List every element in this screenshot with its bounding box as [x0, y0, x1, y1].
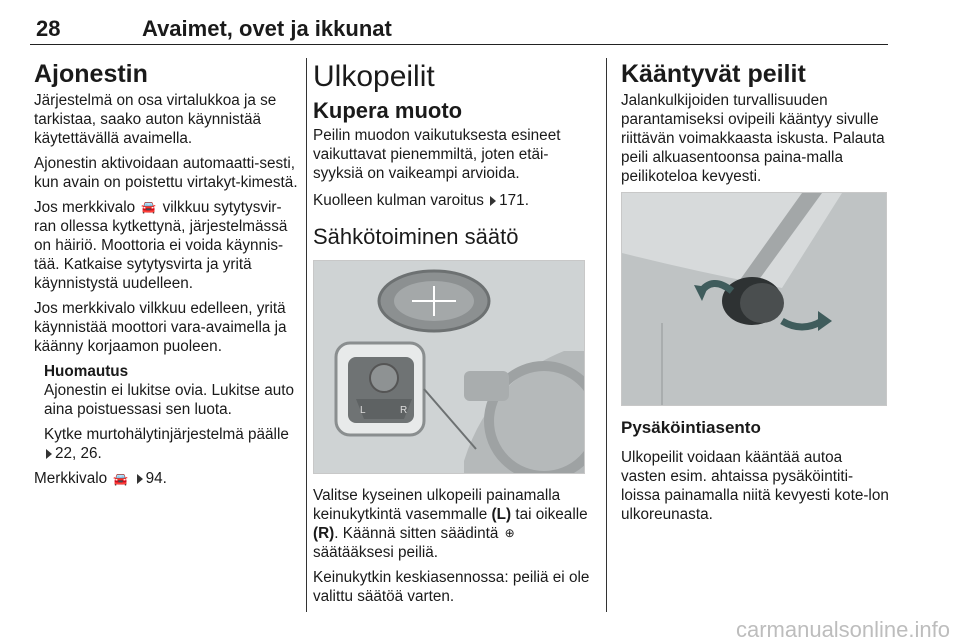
text: . Käännä sitten säädintä [334, 525, 499, 542]
immobiliser-indicator-icon: 🚘 [141, 200, 157, 215]
note-text [44, 425, 300, 463]
paragraph: Ulkopeilit voidaan kääntää autoa vasten esim. ahtaissa pysäköintiti-loissa painamalla niitä kevyesti kote-lon ulkoreunasta. [621, 449, 889, 523]
folding-mirror-drawing [622, 193, 886, 405]
text: säätääksesi peiliä. [313, 544, 438, 562]
reference-arrow-icon [137, 474, 143, 484]
subsection-heading: Kupera muoto [313, 98, 463, 123]
text: Jos merkkivalo [34, 199, 136, 216]
text: vilkkuu sytytysvir-ran ollessa kytkettynä, järjestelmässä on häiriö. Moottoria ei voida käynnis-tää. Katkaise sytytysvirta ja yritä käynnistystä uudelleen. [34, 199, 288, 293]
paragraph: Peilin muodon vaikutuksesta esineet vaikuttavat pienemmiltä, joten etäi-syyksiä on vaikeampi arvioida. [313, 127, 561, 182]
text: Kytke murtohälytinjärjestelmä päälle [44, 426, 289, 444]
text: Kuolleen kulman varoitus [313, 192, 484, 209]
mirror-switch-illustration [313, 260, 585, 474]
section-heading: Ajonestin [34, 60, 148, 88]
text: Merkkivalo [34, 470, 108, 488]
caption [313, 486, 593, 562]
right-label: (R) [313, 525, 335, 542]
svg-text:R: R [400, 405, 408, 416]
note-title: Huomautus [44, 363, 129, 381]
text: tai oikealle [515, 506, 588, 523]
mirror-adjust-icon: ⊕ [504, 526, 515, 541]
column-divider [306, 58, 307, 612]
section-heading: Kääntyvät peilit [621, 60, 806, 88]
paragraph: Keinukytkin keskiasennossa: peiliä ei ole valittu säätöä varten. [313, 569, 590, 606]
page-header [30, 10, 888, 45]
paragraph: Jalankulkijoiden turvallisuuden parantamiseksi ovipeili kääntyy sivulle riittävän voimakkaasta iskusta. Palauta peili alkuasentoonsa paina-malla peilikoteloa kevyesti. [621, 92, 885, 185]
immobiliser-indicator-icon: 🚘 [113, 471, 129, 486]
note-text: Ajonestin ei lukitse ovia. Lukitse auto aina poistuessasi sen luota. [44, 382, 294, 419]
watermark: carmanualsonline.info [735, 617, 950, 642]
column-divider [606, 58, 607, 612]
text: Valitse kyseinen ulkopeili painamalla keinukytkintä vasemmalle [313, 487, 561, 523]
column-mirrors [313, 60, 593, 612]
subsection-heading: Sähkötoiminen säätö [313, 224, 519, 249]
page-reference[interactable]: 171. [499, 192, 529, 209]
reference-arrow-icon [490, 196, 496, 206]
paragraph: Jos merkkivalo vilkkuu edelleen, yritä käynnistää moottori vara-avaimella ja käänny korjaamon puoleen. [34, 300, 287, 356]
svg-text:L: L [360, 405, 366, 416]
paragraph [34, 469, 300, 488]
mirror-switch-drawing [314, 261, 584, 473]
paragraph: Ajonestin aktivoidaan automaatti-sesti, kun avain on poistettu virtakyt-kimestä. [34, 155, 298, 191]
chapter-title: Avaimet, ovet ja ikkunat [142, 16, 392, 41]
section-heading: Ulkopeilit [313, 60, 435, 93]
page-reference[interactable]: 94. [145, 470, 167, 488]
paragraph [34, 198, 300, 293]
paragraph: Järjestelmä on osa virtalukkoa ja se tarkistaa, saako auton käynnistää käytettävällä avaimella. [34, 92, 277, 147]
note-box [34, 362, 300, 463]
left-label: (L) [491, 506, 512, 523]
subsection-heading: Pysäköintiasento [621, 418, 761, 437]
column-folding-mirrors [621, 60, 889, 530]
page-reference[interactable]: 22, 26. [55, 445, 102, 463]
column-immobiliser [34, 60, 300, 495]
reference-arrow-icon [46, 449, 52, 459]
paragraph [313, 191, 593, 210]
folding-mirror-illustration [621, 192, 887, 406]
page-number: 28 [36, 16, 61, 41]
